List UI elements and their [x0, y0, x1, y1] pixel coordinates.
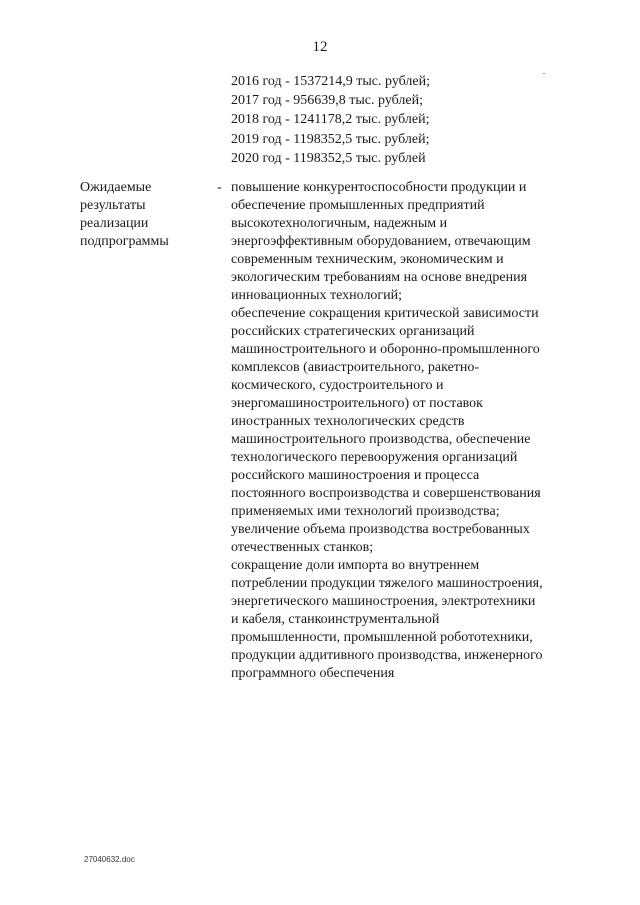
results-line: комплексов (авиастроительного, ракетно-: [231, 360, 480, 375]
funding-line-2019: 2019 год - 1198352,5 тыс. рублей;: [231, 131, 430, 147]
results-line: сокращение доли импорта во внутреннем: [231, 558, 480, 573]
results-line: и кабеля, станкоинструментальной: [231, 612, 440, 627]
label-separator-dash: -: [217, 180, 222, 195]
results-line: повышение конкурентоспособности продукции и: [231, 180, 527, 195]
funding-line-2018: 2018 год - 1241178,2 тыс. рублей;: [231, 112, 430, 128]
results-line: программного обеспечения: [231, 666, 395, 681]
results-label-line: результаты: [80, 198, 146, 213]
results-label-line: подпрограммы: [80, 234, 169, 249]
results-line: экологическим требованиям на основе внедрения: [231, 270, 528, 285]
results-line: постоянного воспроизводства и совершенствования: [231, 486, 541, 501]
results-line: высокотехнологичным, надежным и: [231, 216, 448, 231]
funding-by-year-list: [231, 72, 430, 168]
results-line: энергомашиностроительного) от поставок: [231, 396, 483, 411]
results-label-line: реализации: [80, 216, 149, 231]
funding-line-2016: 2016 год - 1537214,9 тыс. рублей;: [231, 74, 431, 89]
results-line: российских стратегических организаций: [231, 324, 475, 339]
results-line: машиностроительного производства, обеспечение: [231, 432, 531, 447]
results-line: машиностроительного и оборонно-промышленного: [231, 342, 540, 357]
page-number: 12: [312, 39, 328, 55]
scan-mark: [543, 73, 545, 74]
results-line: инновационных технологий;: [231, 288, 403, 303]
results-line: обеспечение сокращения критической зависимости: [231, 306, 539, 321]
results-line: энергоэффективным оборудованием, отвечающим: [231, 234, 531, 249]
results-line: отечественных станков;: [231, 540, 374, 555]
document-filename-footer: 27040632.doc: [84, 855, 135, 864]
results-line: промышленности, промышленной робототехники,: [231, 630, 533, 645]
funding-line-2017: 2017 год - 956639,8 тыс. рублей;: [231, 93, 424, 109]
results-label-line: Ожидаемые: [80, 180, 152, 195]
results-line: продукции аддитивного производства, инженерного: [231, 648, 543, 663]
results-line: применяемых ими технологий производства;: [231, 504, 500, 519]
expected-results-text: [231, 179, 591, 683]
results-label: [80, 179, 210, 251]
funding-line-2020: 2020 год - 1198352,5 тыс. рублей: [231, 150, 426, 166]
results-line: иностранных технологических средств: [231, 414, 465, 429]
results-line: технологического перевооружения организаций: [231, 450, 518, 465]
results-line: современным техническим, экономическим и: [231, 252, 504, 267]
results-line: увеличение объема производства востребованных: [231, 522, 530, 537]
results-line: космического, судостроительного и: [231, 378, 444, 393]
results-line: российского машиностроения и процесса: [231, 468, 480, 483]
results-line: энергетического машиностроения, электротехники: [231, 594, 536, 609]
results-line: обеспечение промышленных предприятий: [231, 198, 485, 213]
results-line: потреблении продукции тяжелого машиностроения,: [231, 576, 543, 591]
